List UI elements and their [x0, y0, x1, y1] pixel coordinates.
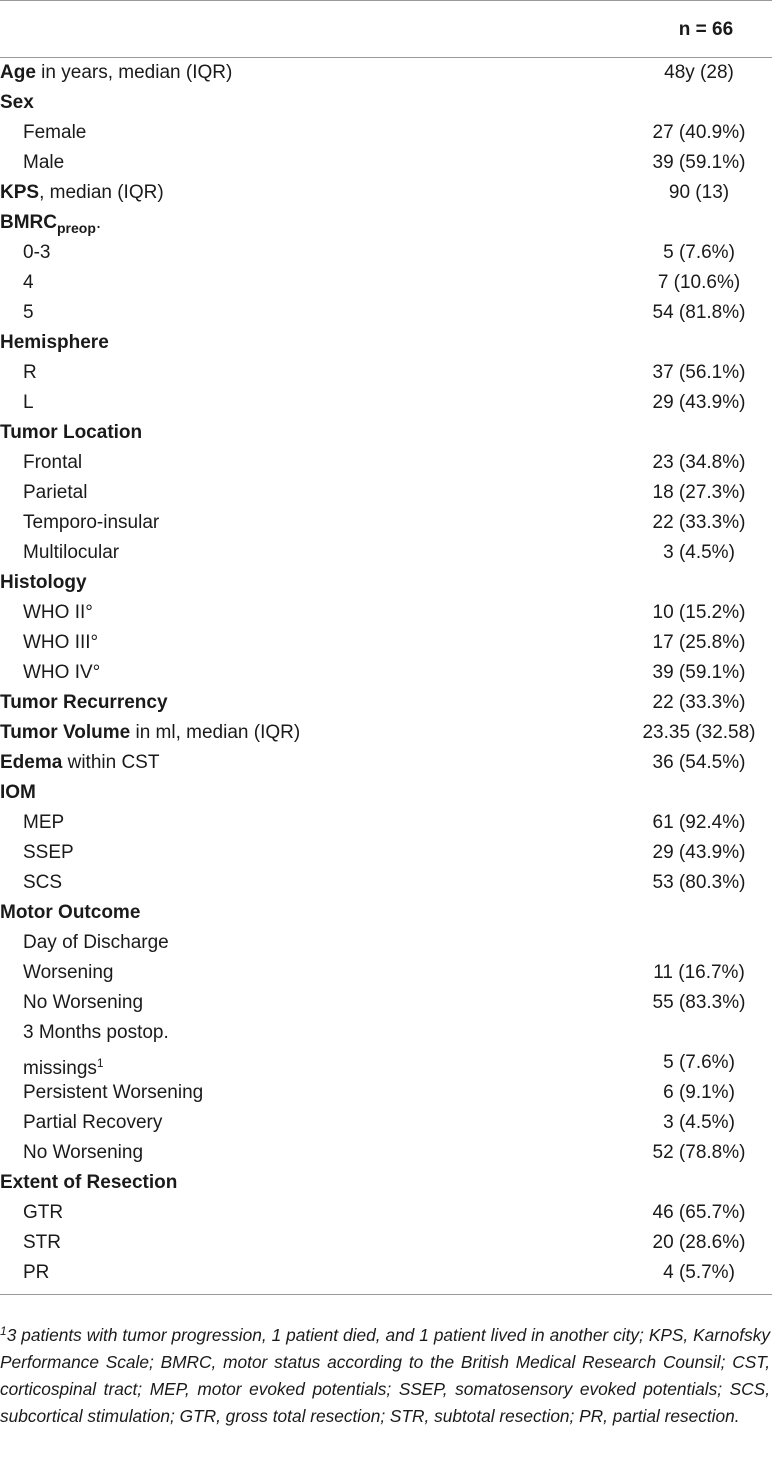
table-row	[0, 208, 772, 238]
row-label-rest: , median (IQR)	[39, 182, 164, 203]
row-label-text: PR	[23, 1262, 50, 1283]
row-value: 5 (7.6%)	[663, 242, 735, 263]
row-value: 22 (33.3%)	[652, 512, 746, 533]
row-label-bold: Hemisphere	[0, 332, 109, 353]
row-label	[23, 1138, 143, 1168]
table-row	[0, 178, 772, 208]
row-value: 20 (28.6%)	[652, 1232, 746, 1253]
table-row	[0, 1138, 772, 1168]
row-label	[0, 778, 36, 808]
bottom-rule	[0, 1294, 772, 1295]
row-value: 29 (43.9%)	[652, 842, 746, 863]
row-label	[23, 1228, 61, 1258]
row-label-text: 4	[23, 272, 34, 293]
row-label-text: STR	[23, 1232, 61, 1253]
row-label	[23, 1078, 203, 1108]
row-label	[23, 388, 34, 418]
row-label	[23, 118, 86, 148]
row-label	[23, 868, 62, 898]
row-label	[0, 898, 140, 928]
row-value: 55 (83.3%)	[652, 992, 746, 1013]
row-label-text: SSEP	[23, 842, 74, 863]
row-label-text: WHO III°	[23, 632, 99, 653]
row-label	[23, 1108, 162, 1138]
table-row	[0, 688, 772, 718]
row-label	[23, 148, 64, 178]
row-value: 3 (4.5%)	[663, 542, 735, 563]
table-row	[0, 1168, 772, 1198]
table-row	[0, 58, 772, 88]
table-row	[0, 118, 772, 148]
row-value: 39 (59.1%)	[652, 152, 746, 173]
row-label	[0, 328, 109, 358]
row-value: 53 (80.3%)	[652, 872, 746, 893]
row-label-text: Worsening	[23, 962, 114, 983]
table-row	[0, 778, 772, 808]
table-row	[0, 568, 772, 598]
row-label-text: WHO II°	[23, 602, 93, 623]
row-label-text: Persistent Worsening	[23, 1082, 204, 1103]
row-label-text: Multilocular	[23, 542, 120, 563]
row-label	[0, 58, 232, 88]
table-row	[0, 328, 772, 358]
row-label-text: 3 Months postop.	[23, 1022, 169, 1043]
row-label-bold: Extent of Resection	[0, 1172, 178, 1193]
row-label	[23, 298, 34, 328]
table-row	[0, 658, 772, 688]
row-label	[23, 928, 169, 958]
table-row	[0, 1108, 772, 1138]
row-value: 7 (10.6%)	[657, 272, 741, 293]
row-label	[23, 1198, 63, 1228]
row-value: 11 (16.7%)	[653, 962, 745, 983]
table-row	[0, 1228, 772, 1258]
row-label	[23, 958, 113, 988]
table-row	[0, 988, 772, 1018]
row-label-text: No Worsening	[23, 992, 144, 1013]
row-value: 23.35 (32.58)	[642, 722, 756, 743]
row-label-text: Temporo-insular	[23, 512, 160, 533]
table-header	[0, 1, 772, 57]
table-footnote	[0, 1318, 770, 1430]
row-label	[0, 688, 168, 718]
row-label-bold: Histology	[0, 572, 87, 593]
row-value: 17 (25.8%)	[652, 632, 746, 653]
table-row	[0, 958, 772, 988]
row-label-bold: Age	[0, 62, 36, 83]
table-row	[0, 718, 772, 748]
table-row	[0, 508, 772, 538]
row-label-text: 5	[23, 302, 34, 323]
row-label-text: GTR	[23, 1202, 64, 1223]
row-label	[0, 178, 164, 208]
row-label	[23, 808, 64, 838]
table-row	[0, 88, 772, 118]
row-label-subscript: preop	[57, 220, 96, 236]
row-label-text: Partial Recovery	[23, 1112, 163, 1133]
n-header: n = 66	[678, 19, 734, 40]
row-label-text: missings	[23, 1058, 97, 1079]
row-label	[23, 628, 98, 658]
table-row	[0, 478, 772, 508]
row-value: 36 (54.5%)	[652, 752, 746, 773]
table-row	[0, 1078, 772, 1108]
row-value: 18 (27.3%)	[652, 482, 746, 503]
row-label-text: Day of Discharge	[23, 932, 169, 953]
row-value: 22 (33.3%)	[652, 692, 746, 713]
row-label-text: Parietal	[23, 482, 88, 503]
row-value: 6 (9.1%)	[663, 1082, 735, 1103]
row-label-bold: Sex	[0, 92, 34, 113]
row-label	[23, 358, 37, 388]
row-label-bold: Edema	[0, 752, 63, 773]
row-label	[23, 598, 93, 628]
footnote-marker: 1	[0, 1324, 7, 1338]
table-row	[0, 148, 772, 178]
table-row	[0, 628, 772, 658]
row-label-bold: KPS	[0, 182, 40, 203]
row-value: 54 (81.8%)	[652, 302, 746, 323]
row-value: 27 (40.9%)	[652, 122, 746, 143]
row-label-text: No Worsening	[23, 1142, 144, 1163]
table-row	[0, 538, 772, 568]
table-row	[0, 1258, 772, 1288]
row-label-rest: within CST	[62, 752, 160, 773]
row-label-bold: Tumor Location	[0, 422, 143, 443]
row-value: 10 (15.2%)	[652, 602, 746, 623]
row-label	[23, 238, 50, 268]
table-row	[0, 238, 772, 268]
row-label-bold: Tumor Volume	[0, 722, 131, 743]
row-value: 48y (28)	[664, 62, 734, 83]
row-label	[23, 988, 143, 1018]
row-label	[0, 748, 159, 778]
table-row	[0, 868, 772, 898]
footnote-ref: 1	[96, 1056, 104, 1070]
row-label-text: L	[23, 392, 34, 413]
table-row	[0, 598, 772, 628]
row-value: 29 (43.9%)	[652, 392, 746, 413]
table-row	[0, 1018, 772, 1048]
row-label	[0, 418, 142, 448]
table-body	[0, 58, 772, 1288]
row-label-text: R	[23, 362, 37, 383]
table-row	[0, 808, 772, 838]
row-label	[23, 1258, 49, 1288]
row-value: 23 (34.8%)	[652, 452, 746, 473]
row-label-text: SCS	[23, 872, 63, 893]
table-row	[0, 448, 772, 478]
table-row	[0, 1198, 772, 1228]
table-row	[0, 748, 772, 778]
row-label-rest: in years, median (IQR)	[35, 62, 233, 83]
row-label-text: Male	[23, 152, 65, 173]
row-label-bold: BMRC	[0, 212, 57, 233]
row-value: 90 (13)	[668, 182, 730, 203]
row-label	[23, 508, 159, 538]
row-label-rest: in ml, median (IQR)	[130, 722, 301, 743]
row-label-text: Frontal	[23, 452, 83, 473]
table-row	[0, 898, 772, 928]
footnote-text: 3 patients with tumor progression, 1 patient died, and 1 patient lived in another city; KPS, Karnofsky Performance Scale; BMRC, motor status according to the British Medical Research Counsil; CST, corticospinal tract; MEP, motor evoked potentials; SSEP, somatosensory evoked potentials; SCS, subcortical stimulation; GTR, gross total resection; STR, subtotal resection; PR, partial resection.	[0, 1325, 770, 1426]
row-label	[0, 568, 87, 598]
row-value: 46 (65.7%)	[652, 1202, 746, 1223]
row-label	[23, 538, 119, 568]
row-label	[0, 88, 34, 118]
row-label-bold: Tumor Recurrency	[0, 692, 168, 713]
table-row	[0, 838, 772, 868]
table-row	[0, 298, 772, 328]
row-label-text: 0-3	[23, 242, 51, 263]
row-label	[23, 478, 87, 508]
row-value: 39 (59.1%)	[652, 662, 746, 683]
row-label-text: Female	[23, 122, 87, 143]
row-label	[0, 718, 300, 748]
row-label	[23, 448, 82, 478]
row-label	[0, 1168, 177, 1198]
row-value: 4 (5.7%)	[663, 1262, 735, 1283]
row-label-rest: .	[95, 212, 102, 233]
table-row	[0, 358, 772, 388]
row-value: 52 (78.8%)	[652, 1142, 746, 1163]
row-value: 3 (4.5%)	[663, 1112, 735, 1133]
table-row	[0, 928, 772, 958]
row-label-text: MEP	[23, 812, 65, 833]
row-label-bold: Motor Outcome	[0, 902, 141, 923]
row-value: 5 (7.6%)	[663, 1052, 735, 1073]
row-label-text: WHO IV°	[23, 662, 101, 683]
row-value: 37 (56.1%)	[652, 362, 746, 383]
table-row	[0, 1048, 772, 1078]
row-label	[23, 1018, 169, 1048]
row-label	[23, 838, 74, 868]
row-label	[23, 658, 100, 688]
table-row	[0, 418, 772, 448]
table-row	[0, 268, 772, 298]
row-value: 61 (92.4%)	[652, 812, 746, 833]
row-label-bold: IOM	[0, 782, 36, 803]
row-label	[23, 268, 34, 298]
table-row	[0, 388, 772, 418]
